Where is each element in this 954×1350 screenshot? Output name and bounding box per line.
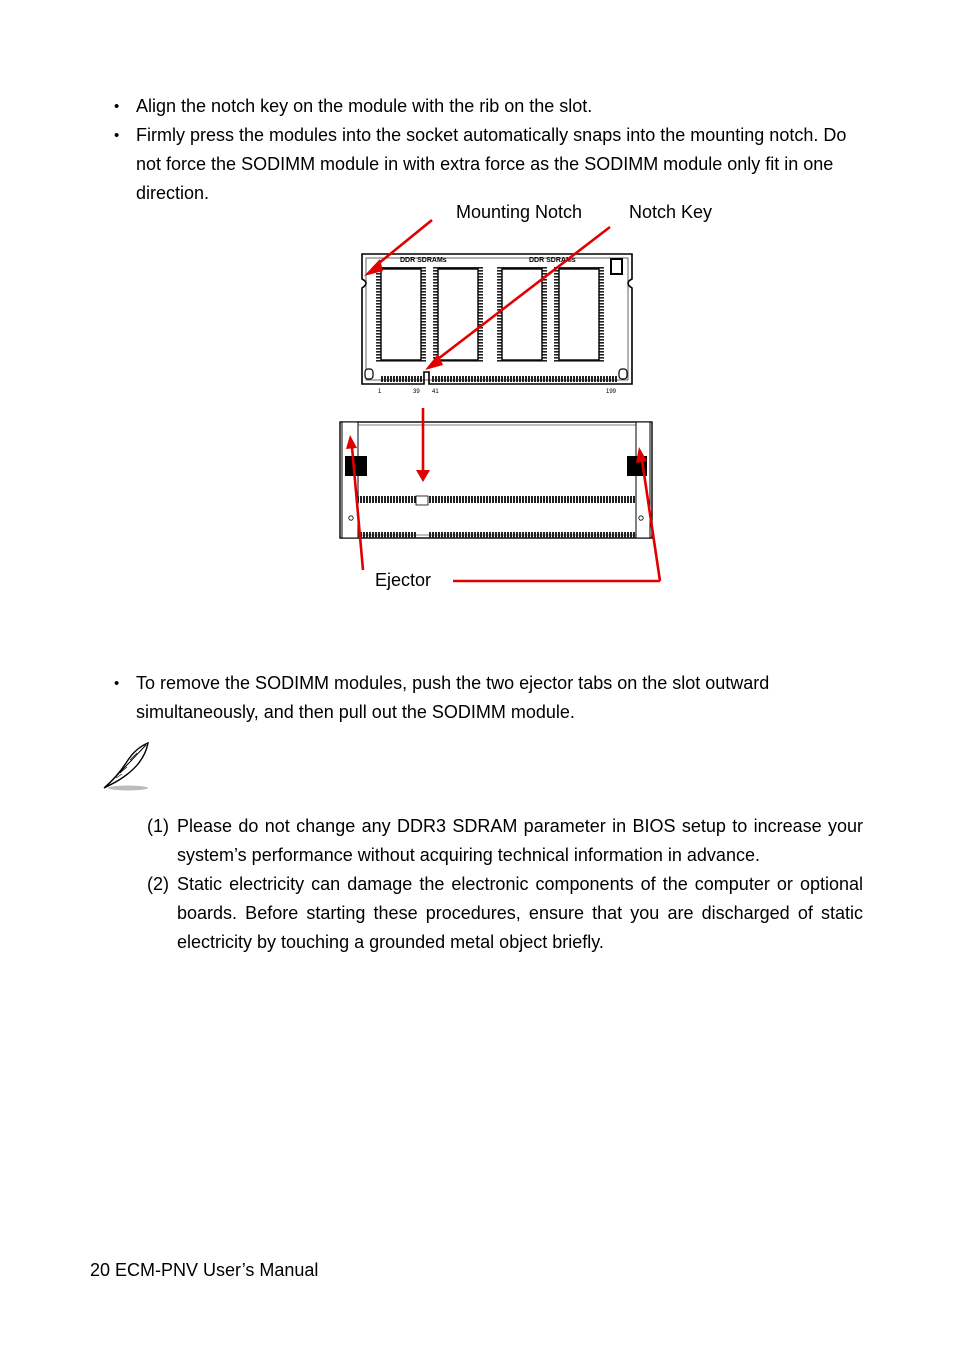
instruction-text: Align the notch key on the module with the rib on the slot. bbox=[136, 96, 593, 116]
slot-key-rib bbox=[416, 496, 428, 505]
note-text: Static electricity can damage the electronic components of the computer or optional boards. Before starting these procedures, ensure that you are discharged of static electricity by touching a grounded metal object briefly. bbox=[177, 874, 863, 952]
instruction-list-remove bbox=[112, 669, 872, 727]
module-edge-pins bbox=[380, 376, 422, 382]
pin-number-199: 199 bbox=[606, 389, 617, 395]
memory-chip bbox=[554, 267, 604, 362]
note-number: (1) bbox=[147, 816, 169, 836]
memory-chip bbox=[376, 267, 426, 362]
feather-note-icon bbox=[98, 740, 154, 792]
note-number: (2) bbox=[147, 874, 169, 894]
pin-number-41: 41 bbox=[432, 389, 439, 395]
module-label-right: DDR SDRAMs bbox=[529, 257, 576, 264]
note-text: Please do not change any DDR3 SDRAM parameter in BIOS setup to increase your system’s performance without acquiring technical information in advance. bbox=[177, 816, 863, 865]
bullet-icon: • bbox=[114, 127, 120, 144]
instruction-item bbox=[112, 669, 872, 727]
instruction-text: Firmly press the modules into the socket automatically snaps into the mounting notch. Do not force the SODIMM module in with extra force as the SODIMM module only fit in one direction. bbox=[136, 125, 847, 203]
slot-pins bbox=[358, 496, 416, 503]
bullet-icon: • bbox=[114, 98, 120, 115]
sodimm-module bbox=[362, 254, 632, 395]
instruction-text: To remove the SODIMM modules, push the two ejector tabs on the slot outward simultaneously, and then pull out the SODIMM module. bbox=[136, 673, 770, 722]
bullet-icon: • bbox=[114, 675, 120, 692]
note-item bbox=[147, 812, 863, 870]
module-label-left: DDR SDRAMs bbox=[400, 257, 447, 264]
pin-number-39: 39 bbox=[413, 389, 420, 395]
label-mounting-notch: Mounting Notch bbox=[456, 202, 583, 222]
memory-chip bbox=[433, 267, 483, 362]
pin-number-1: 1 bbox=[378, 389, 382, 395]
label-notch-key: Notch Key bbox=[629, 202, 713, 222]
note-list bbox=[147, 812, 863, 957]
note-item bbox=[147, 870, 863, 957]
page-footer: 20 ECM-PNV User’s Manual bbox=[90, 1260, 319, 1280]
slot-pins bbox=[428, 496, 635, 503]
label-ejector: Ejector bbox=[375, 570, 432, 590]
sodimm-slot bbox=[340, 422, 652, 538]
module-edge-pins bbox=[432, 376, 618, 382]
slot-pins bbox=[428, 532, 635, 538]
slot-pins bbox=[358, 532, 416, 538]
